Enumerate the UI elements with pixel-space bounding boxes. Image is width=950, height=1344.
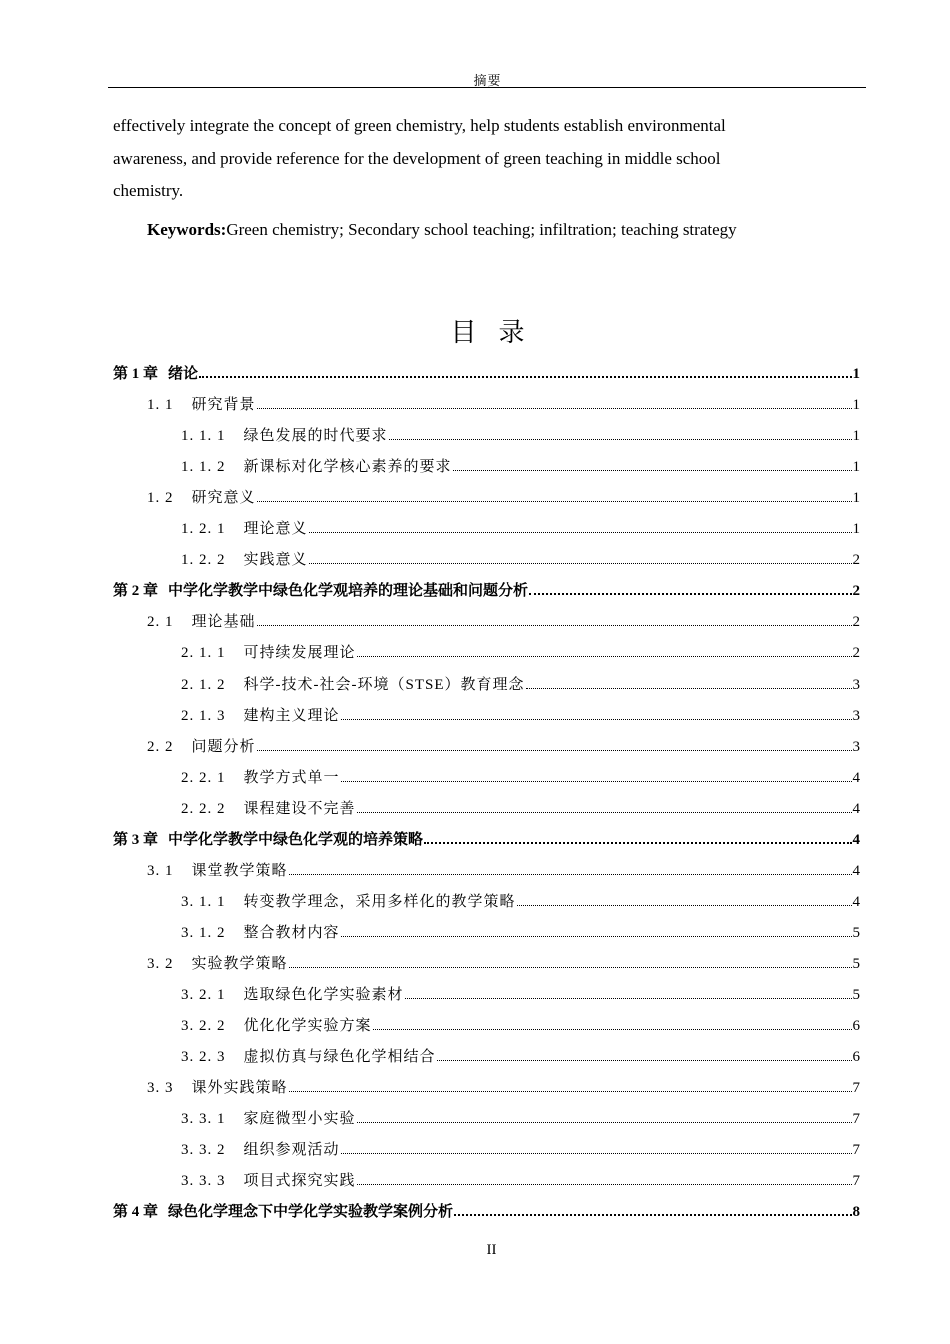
toc-entry[interactable] bbox=[113, 1200, 860, 1231]
toc-dot-leader bbox=[309, 532, 852, 533]
toc-entry-page: 4 bbox=[852, 831, 860, 848]
toc-entry-page: 3 bbox=[852, 738, 860, 755]
toc-dot-leader bbox=[424, 842, 851, 844]
toc-entry-page: 1 bbox=[852, 490, 860, 507]
toc-dot-leader bbox=[526, 688, 852, 689]
toc-entry-title: 新课标对化学核心素养的要求 bbox=[243, 459, 452, 476]
toc-entry-number: 3. 1. 1 bbox=[181, 893, 226, 910]
toc-entry[interactable] bbox=[181, 1138, 860, 1169]
toc-entry-title: 中学化学教学中绿色化学观的培养策略 bbox=[168, 831, 424, 848]
toc-dot-leader bbox=[517, 905, 852, 906]
toc-entry[interactable] bbox=[147, 1076, 860, 1107]
toc-dot-leader bbox=[341, 936, 852, 937]
toc-entry[interactable] bbox=[147, 393, 860, 424]
toc-entry-page: 7 bbox=[852, 1173, 860, 1190]
toc-entry-number: 1. 1. 1 bbox=[181, 428, 226, 445]
toc-entry-title: 建构主义理论 bbox=[243, 707, 340, 724]
page-number: II bbox=[486, 1242, 497, 1258]
toc-entry-title: 选取绿色化学实验素材 bbox=[243, 987, 404, 1003]
toc-entry[interactable] bbox=[113, 362, 860, 393]
toc-entry-page: 4 bbox=[852, 800, 860, 817]
toc-entry-title: 组织参观活动 bbox=[243, 1142, 340, 1159]
toc-dot-leader bbox=[454, 1214, 851, 1216]
toc-entry[interactable] bbox=[147, 952, 860, 983]
toc-entry-number: 3. 2. 2 bbox=[181, 1018, 226, 1035]
toc-entry[interactable] bbox=[181, 983, 860, 1014]
toc-entry-title: 科学-技术-社会-环境（STSE）教育理念 bbox=[243, 676, 525, 693]
toc-entry[interactable] bbox=[181, 766, 860, 797]
toc-entry-title: 实验教学策略 bbox=[191, 955, 288, 972]
toc-entry[interactable] bbox=[181, 673, 860, 704]
toc-entry[interactable] bbox=[181, 1014, 860, 1045]
toc-entry[interactable] bbox=[181, 1107, 860, 1138]
toc-entry-title: 教学方式单一 bbox=[243, 769, 340, 786]
toc-dot-leader bbox=[389, 439, 852, 440]
toc-entry-page: 3 bbox=[852, 707, 860, 724]
toc-entry-title: 绿色化学理念下中学化学实验教学案例分析 bbox=[168, 1204, 454, 1221]
toc-entry-number: 3. 3. 3 bbox=[181, 1173, 226, 1190]
keywords-line bbox=[147, 220, 867, 240]
toc-entry-title: 绪论 bbox=[168, 366, 199, 382]
toc-dot-leader bbox=[357, 812, 852, 813]
toc-entry-page: 5 bbox=[852, 987, 860, 1003]
toc-entry-number: 2. 2 bbox=[147, 738, 174, 755]
toc-dot-leader bbox=[453, 470, 852, 471]
toc-entry-page: 2 bbox=[852, 614, 860, 631]
toc-dot-leader bbox=[257, 408, 852, 409]
toc-entry-title: 课堂教学策略 bbox=[191, 862, 288, 879]
toc-entry[interactable] bbox=[181, 704, 860, 735]
toc-entry[interactable] bbox=[181, 455, 860, 486]
toc-entry[interactable] bbox=[181, 1045, 860, 1076]
toc-entry[interactable] bbox=[181, 797, 860, 828]
toc-entry-title: 理论基础 bbox=[191, 614, 256, 631]
abstract-line: chemistry. bbox=[113, 181, 184, 200]
toc-entry-page: 4 bbox=[852, 862, 860, 879]
toc-entry-number: 3. 2. 3 bbox=[181, 1049, 226, 1066]
toc-entry-number: 第 1 章 bbox=[113, 366, 159, 382]
toc-entry-title: 优化化学实验方案 bbox=[243, 1018, 372, 1035]
toc-entry-title: 虚拟仿真与绿色化学相结合 bbox=[243, 1049, 436, 1066]
running-header: 摘要 bbox=[473, 73, 502, 88]
toc-entry-page: 8 bbox=[852, 1204, 860, 1221]
toc-entry-number: 2. 2. 1 bbox=[181, 769, 226, 786]
abstract-line: effectively integrate the concept of green chemistry, help students establish environmental bbox=[113, 116, 726, 135]
toc-entry-title: 课程建设不完善 bbox=[243, 800, 356, 817]
header-rule bbox=[108, 87, 866, 88]
toc-entry[interactable] bbox=[147, 486, 860, 517]
toc-entry[interactable] bbox=[181, 424, 860, 455]
toc-entry-page: 2 bbox=[852, 552, 860, 569]
toc-entry-page: 5 bbox=[852, 955, 860, 972]
toc-entry-page: 6 bbox=[852, 1049, 860, 1066]
toc-dot-leader bbox=[257, 501, 852, 502]
toc-entry-number: 2. 2. 2 bbox=[181, 800, 226, 817]
toc-dot-leader bbox=[257, 750, 852, 751]
abstract-continuation bbox=[113, 110, 833, 208]
toc-entry-number: 2. 1. 3 bbox=[181, 707, 226, 724]
toc-entry[interactable] bbox=[147, 735, 860, 766]
toc-entry-title: 转变教学理念，采用多样化的教学策略 bbox=[243, 893, 516, 910]
toc-entry-number: 3. 3 bbox=[147, 1080, 174, 1097]
keywords-text: Green chemistry; Secondary school teaching; infiltration; teaching strategy bbox=[226, 220, 737, 239]
toc-entry-page: 7 bbox=[852, 1080, 860, 1097]
toc-entry-number: 3. 2 bbox=[147, 955, 174, 972]
toc-entry-title: 项目式探究实践 bbox=[243, 1173, 356, 1190]
toc-dot-leader bbox=[309, 563, 852, 564]
toc-entry-page: 1 bbox=[852, 428, 860, 445]
toc-entry-number: 2. 1 bbox=[147, 614, 174, 631]
toc-entry-page: 2 bbox=[852, 583, 860, 600]
toc-entry-page: 1 bbox=[852, 521, 860, 538]
toc-dot-leader bbox=[437, 1060, 852, 1061]
toc-entry-page: 4 bbox=[852, 893, 860, 910]
toc-entry-title: 绿色发展的时代要求 bbox=[243, 428, 388, 445]
toc-entry-number: 1. 2. 1 bbox=[181, 521, 226, 538]
toc-entry-number: 3. 3. 2 bbox=[181, 1142, 226, 1159]
toc-entry-number: 1. 2 bbox=[147, 490, 174, 507]
toc-entry-number: 第 4 章 bbox=[113, 1204, 159, 1221]
toc-dot-leader bbox=[289, 874, 852, 875]
toc-entry-title: 家庭微型小实验 bbox=[243, 1111, 356, 1128]
toc-entry[interactable] bbox=[181, 548, 860, 579]
toc-entry-title: 研究背景 bbox=[191, 397, 256, 414]
toc-entry-page: 4 bbox=[852, 769, 860, 786]
toc-entry[interactable] bbox=[147, 610, 860, 641]
keywords-label: Keywords: bbox=[147, 220, 227, 239]
toc-entry-number: 2. 1. 1 bbox=[181, 645, 226, 662]
toc-entry[interactable] bbox=[113, 828, 860, 859]
toc-entry-title: 整合教材内容 bbox=[243, 924, 340, 941]
toc-dot-leader bbox=[405, 998, 852, 999]
toc-entry-title: 理论意义 bbox=[243, 521, 308, 538]
toc-entry-page: 7 bbox=[852, 1142, 860, 1159]
toc-dot-leader bbox=[341, 781, 852, 782]
toc-entry-number: 1. 1 bbox=[147, 397, 174, 414]
toc-dot-leader bbox=[341, 719, 852, 720]
toc-entry[interactable] bbox=[181, 1169, 860, 1200]
abstract-line: awareness, and provide reference for the development of green teaching in middle school bbox=[113, 148, 721, 168]
toc-dot-leader bbox=[289, 967, 852, 968]
toc-entry-number: 第 3 章 bbox=[113, 831, 159, 848]
toc-entry-number: 1. 1. 2 bbox=[181, 459, 226, 476]
toc-dot-leader bbox=[529, 593, 851, 595]
toc-entry-number: 3. 3. 1 bbox=[181, 1111, 226, 1128]
toc-dot-leader bbox=[373, 1029, 852, 1030]
toc-entry-page: 1 bbox=[852, 459, 860, 476]
toc-entry-page: 6 bbox=[852, 1018, 860, 1035]
toc-entry-number: 3. 2. 1 bbox=[181, 987, 226, 1003]
toc-entry-title: 中学化学教学中绿色化学观培养的理论基础和问题分析 bbox=[168, 583, 529, 600]
toc-dot-leader bbox=[257, 625, 852, 626]
toc-entry-page: 2 bbox=[852, 645, 860, 662]
toc-entry-page: 1 bbox=[852, 366, 860, 382]
toc-entry[interactable] bbox=[181, 641, 860, 672]
toc-dot-leader bbox=[357, 1122, 852, 1123]
toc-entry-page: 5 bbox=[852, 924, 860, 941]
toc-dot-leader bbox=[289, 1091, 852, 1092]
toc-entry[interactable] bbox=[181, 890, 860, 921]
toc-entry-title: 实践意义 bbox=[243, 552, 308, 569]
toc-entry-number: 2. 1. 2 bbox=[181, 676, 226, 693]
toc-entry[interactable] bbox=[181, 517, 860, 548]
toc-entry[interactable] bbox=[147, 859, 860, 890]
toc-entry-number: 3. 1 bbox=[147, 862, 174, 879]
toc-entry[interactable] bbox=[181, 921, 860, 952]
toc-entry-page: 7 bbox=[852, 1111, 860, 1128]
toc-entry-page: 1 bbox=[852, 397, 860, 414]
toc-dot-leader bbox=[357, 656, 852, 657]
toc-entry-title: 可持续发展理论 bbox=[243, 645, 356, 662]
toc-title: 目录 bbox=[450, 318, 547, 348]
toc-entry-title: 课外实践策略 bbox=[191, 1080, 288, 1097]
toc-entry-title: 问题分析 bbox=[191, 738, 256, 755]
toc-entry[interactable] bbox=[113, 579, 860, 610]
toc-dot-leader bbox=[357, 1184, 852, 1185]
toc-entry-title: 研究意义 bbox=[191, 490, 256, 507]
toc-dot-leader bbox=[199, 376, 851, 378]
toc-dot-leader bbox=[341, 1153, 852, 1154]
toc-entry-number: 1. 2. 2 bbox=[181, 552, 226, 569]
toc-entry-number: 3. 1. 2 bbox=[181, 924, 226, 941]
toc-entry-page: 3 bbox=[852, 676, 860, 693]
toc-entry-number: 第 2 章 bbox=[113, 583, 159, 600]
